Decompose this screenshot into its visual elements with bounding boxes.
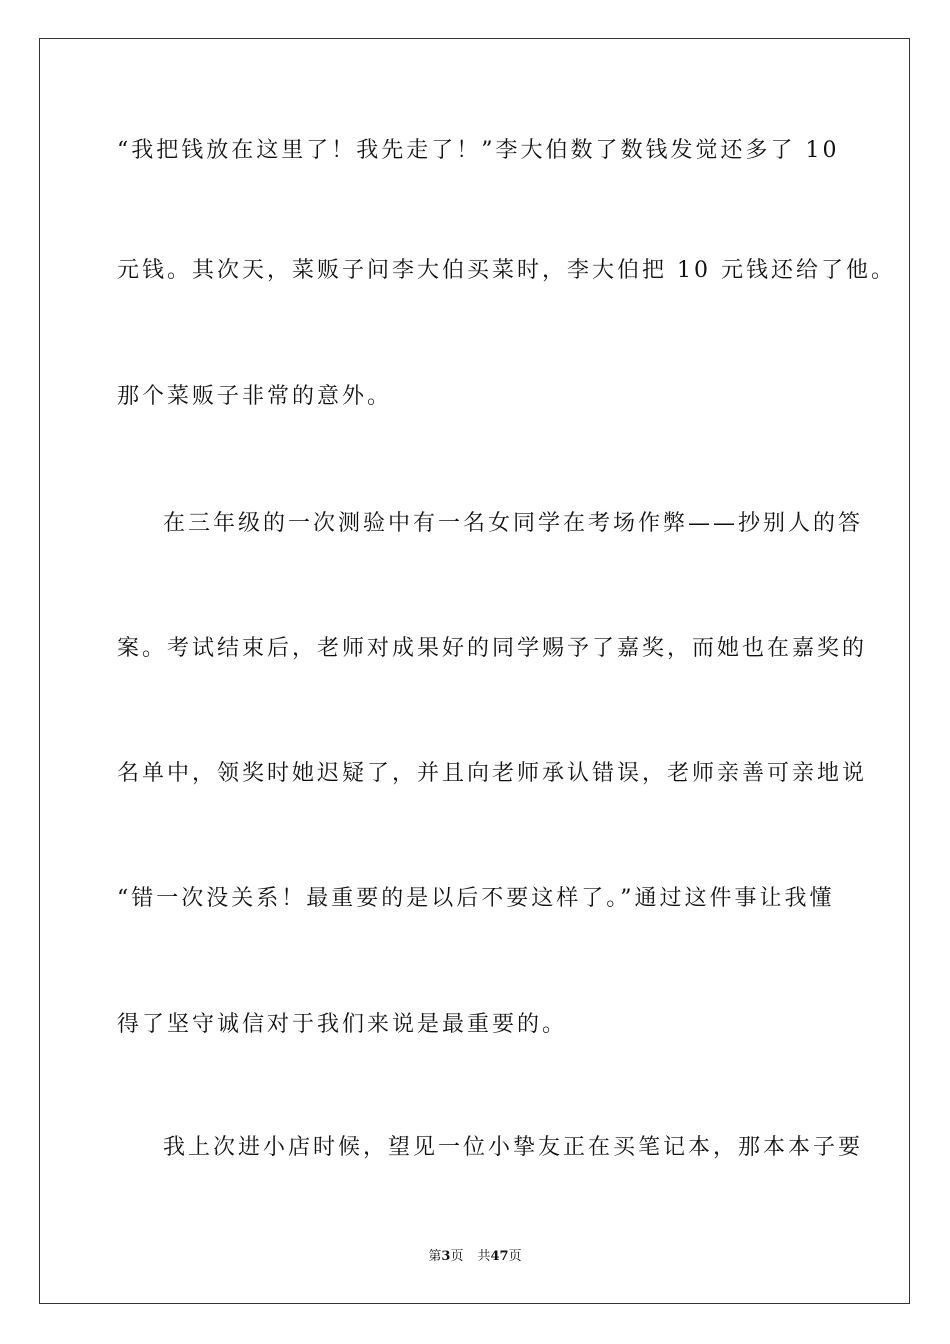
footer-page-suffix: 页	[450, 1249, 464, 1264]
footer-page-number: 3	[441, 1249, 451, 1264]
text-line-8: 得了坚守诚信对于我们来说是最重要的。	[117, 1012, 568, 1037]
page-border	[39, 38, 910, 1304]
footer-prefix: 第	[428, 1249, 442, 1264]
text-line-7: “错一次没关系！最重要的是以后不要这样了。”通过这件事让我懂	[117, 886, 835, 911]
paragraph-start-line-9: 我上次进小店时候，望见一位小挚友正在买笔记本，那本本子要	[163, 1135, 864, 1160]
footer-total-prefix: 共	[477, 1249, 491, 1264]
text-line-1: “我把钱放在这里了！我先走了！”李大伯数了数钱发觉还多了 10	[117, 138, 840, 163]
paragraph-start-line-4: 在三年级的一次测验中有一名女同学在考场作弊——抄别人的答	[163, 511, 864, 536]
text-line-5: 案。考试结束后，老师对成果好的同学赐予了嘉奖，而她也在嘉奖的	[117, 636, 868, 661]
page-footer	[0, 1248, 950, 1266]
text-line-2: 元钱。其次天，菜贩子问李大伯买菜时，李大伯把 10 元钱还给了他。	[117, 258, 896, 283]
text-line-3: 那个菜贩子非常的意外。	[117, 384, 393, 409]
text-line-6: 名单中，领奖时她迟疑了，并且向老师承认错误，老师亲善可亲地说	[117, 761, 868, 786]
footer-total-suffix: 页	[508, 1249, 522, 1264]
footer-total-pages: 47	[490, 1249, 509, 1264]
